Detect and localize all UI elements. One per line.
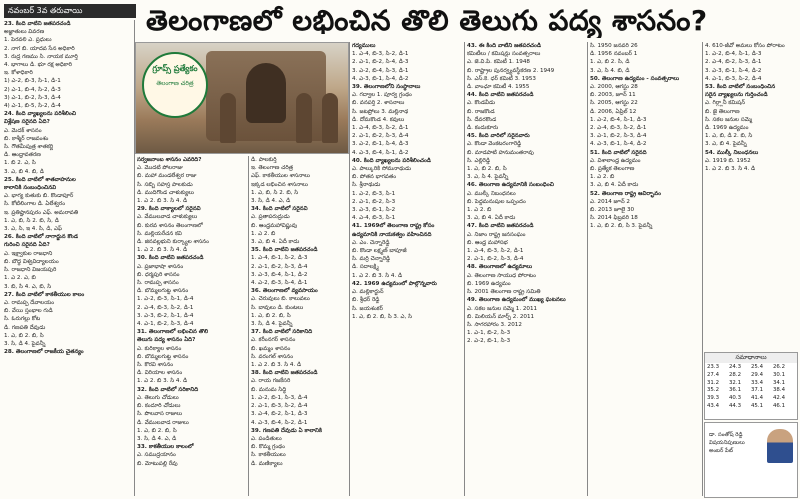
- question-option: సి. ఎల్లిరెడ్డి: [467, 157, 491, 164]
- question-option: 3. ఎ, బి 4. ఏదీ కాదు: [467, 215, 516, 222]
- question-option: 2. ఎ-4, బి-2, సి-3, డి-1: [705, 59, 762, 66]
- question-stem: 54. ముల్కీ నిబంధనలు: [705, 149, 759, 156]
- stamp-title: గ్రూప్స్ ప్రత్యేకం: [152, 64, 198, 73]
- answer-cell: 23.3: [707, 364, 720, 370]
- question-option: సి. గౌతమీపుత్ర శాతకర్ణి: [4, 144, 54, 151]
- question-option: 3. ఎ-3, బి-1, సి-2: [352, 207, 396, 214]
- photo-figure: [296, 93, 312, 143]
- question-option: బి. వేయి స్తంభాల గుడి: [4, 308, 53, 315]
- question-option: 3. ఎ, బి 4. ఏదీ కాదు: [590, 182, 639, 189]
- answer-cell: 32.1: [729, 379, 742, 386]
- question-option: 3. ఎ-2, బి-1, సి-4, డి-3: [352, 141, 409, 148]
- question-stem: కాలానికి సంబంధించినవి: [4, 185, 57, 192]
- question-option: ఎ. నిజాం రాష్ట్ర జనసంఘం: [467, 231, 526, 238]
- question-option: డి. 1956 నవంబర్ 1: [590, 51, 638, 58]
- question-option: సి. సాగరహారం 3. 2012: [467, 321, 522, 328]
- date-tab: నవంబర్ 3వ తరువాయి: [4, 4, 136, 18]
- question-option: సి. బావులు డి. కుంటలు: [251, 304, 304, 311]
- question-stem: విశ్లేషణ సరైనది ఏది?: [4, 119, 50, 126]
- question-stem: 44. కింది వాటిని జతపరచండి: [467, 92, 534, 99]
- question-option: 1. ఎ 2. బి 3. సి 4. డి: [705, 166, 756, 173]
- question-option: ఎ. కొండవీడు: [467, 100, 496, 107]
- question-option: సి. 2001 తెలంగాణ రాష్ట్ర సమితి: [467, 289, 541, 296]
- question-option: 3. ఎ, బి 4. బి, డి: [4, 168, 44, 175]
- question-option: బి. పెద్దమనుషుల ఒప్పందం: [467, 198, 526, 205]
- author-role-line: విషయనిపుణులు: [709, 440, 745, 446]
- question-option: బి. మాడపాటి హనుమంతరావు: [467, 149, 534, 156]
- question-option: 4) ఎ-1, బి-5, సి-2, డి-4: [4, 103, 61, 110]
- question-option: 2. ఎ-2, బి-1, సి-3: [467, 338, 511, 345]
- question-stem: సర్వజనాంబ శాసనం ఎవరిది?: [137, 157, 202, 163]
- question-option: డి. వాంఛూ కమిటీ 4. 1955: [467, 84, 530, 91]
- question-option: ఎ. జె.వి.పి. కమిటీ 1. 1948: [467, 59, 530, 66]
- question-stem: 28. తెలంగాణలో రాజకీయ చైతన్యం: [4, 349, 84, 356]
- question-option: ఎ. ప్రజాభాషా శాసనం: [137, 263, 184, 270]
- question-column-7: [705, 42, 797, 348]
- question-option: 1. ఎ 2. బి: [467, 207, 492, 214]
- answer-key-box: [704, 352, 798, 420]
- question-option: 2. ఎ-1, బి-2, సి-3: [352, 198, 396, 205]
- question-option: బి. ప్రత్యేక తెలంగాణ: [590, 166, 635, 173]
- answer-cell: 36.1: [729, 387, 742, 394]
- question-option: 4. ఎ-2, బి-3, సి-4, డి-1: [251, 280, 308, 287]
- question-option: 1. ఎ, బి 2. బి, సి 3. ఎ, సి: [352, 313, 413, 320]
- answer-cell: 26.2: [773, 364, 786, 370]
- question-option: సి. శ్రీనాథుడు: [352, 182, 381, 189]
- question-option: ఇ. తెలంగాణ చరిత్ర: [251, 165, 294, 172]
- question-option: 1. ఎ, బి, సి 2. బి, సి: [251, 189, 299, 196]
- question-option: డి. 1969 ఉద్యమం: [705, 125, 749, 132]
- question-option: ఇ. కోశాధికారి: [4, 70, 33, 77]
- question-option: ఎ. మెదక్ శాసనం: [4, 127, 42, 134]
- question-option: బి. వనపర్తి 2. శాసనాలు: [352, 100, 405, 107]
- question-option: 1. ఎ 2. ఎ, బి: [4, 275, 36, 282]
- question-option: 2. ఎ-4, బి-3, సి-2, డి-1: [590, 125, 647, 132]
- question-option: 1. ఎ-4, బి-1, సి-2, డి-3: [251, 255, 308, 262]
- answer-cell: 42.4: [773, 395, 786, 402]
- question-stem: 43. ఈ కింది వాటిని జతపరచండి: [467, 43, 542, 49]
- question-option: 3. ఎ, సి 4. పైవన్నీ: [467, 174, 509, 181]
- question-option: 1. ఎ 2. బి 3. సి 4. డి: [137, 247, 188, 254]
- question-option: 1. ఎ 2. బి: [590, 174, 615, 181]
- question-option: 3. సి, డి 4. ఎ, డి: [137, 435, 177, 442]
- question-option: ఎ. మల్లికార్జున్: [352, 289, 384, 296]
- question-option: 2. ఎ-1, బి-2, సి-3, డి-4: [251, 263, 308, 270]
- question-option: బి. పోతన భాగవతం: [352, 174, 397, 181]
- answer-key-title: సమాధానాలు: [705, 353, 797, 363]
- question-option: ఎ. రాయ గజకేసరి: [251, 378, 291, 385]
- question-option: బి. కందూరి చోడులు: [137, 403, 181, 410]
- question-option: బి. బొమ్మలగుట్ట శాసనం: [137, 353, 189, 360]
- question-option: బి. మనుమ సిద్ధి: [251, 386, 287, 393]
- column-divider: [587, 42, 588, 496]
- question-option: డి. కందుకూరు: [467, 125, 499, 132]
- question-option: 1. పెరవలి ఎ. ప్రధులు: [4, 37, 52, 44]
- answer-cell: 24.3: [729, 364, 742, 370]
- column-divider: [349, 42, 350, 496]
- question-option: బి. ఆంధ్ర మహాసభ: [467, 239, 508, 246]
- question-option: 4. ఎ-3, బి-4, సి-1, డి-2: [352, 149, 409, 156]
- question-stem: గద్యములు: [352, 43, 376, 49]
- question-option: సి. సకల జనుల సమ్మె: [705, 116, 752, 123]
- question-option: ఎ. కరీంనగర్ శాసనం: [251, 337, 296, 344]
- author-box: [704, 422, 798, 498]
- question-stem: తెలుగు పద్య శాసనం ఏది?: [137, 337, 196, 344]
- question-option: ఎ. మొదటి పోలరాజు: [137, 165, 183, 172]
- question-option: ఎ. తెలంగాణ సాయుధ పోరాటం: [467, 272, 536, 279]
- question-option: బి. ధర్మపురి శాసనం: [137, 271, 180, 278]
- question-option: 4. ఎ-3, బి-1, సి-4, డి-2: [352, 75, 409, 82]
- question-stem: 49. తెలంగాణ ఉద్యమంలో ముఖ్య ఘటనలు: [467, 297, 566, 304]
- question-stem: 34. కింది వాటిలో సరైనవి: [251, 206, 308, 213]
- question-option: ఎ. పండితులు: [251, 435, 282, 442]
- question-column-3: [251, 156, 347, 496]
- question-option: 1. ఎ, బి 2. బి, సి: [467, 166, 507, 173]
- question-option: 2) ఎ-1, బి-4, సి-2, డి-3: [4, 86, 61, 93]
- question-option: 3) ఎ-1, బి-2, సి-3, డి-4: [4, 94, 61, 101]
- answer-cell: 34.1: [773, 379, 786, 386]
- question-option: 1. ఎ 2. బి: [251, 230, 276, 237]
- question-option: 1. ఎ 2. బి 3. సి 4. డి: [137, 378, 188, 385]
- question-option: 1. ఎ-2, బి-3, సి-1, డి-4: [137, 296, 194, 303]
- question-option: సి. కోటిలింగాల డి. ఏలేశ్వరం: [4, 201, 66, 208]
- answer-cell: 27.4: [707, 371, 720, 378]
- question-option: 3. బి, సి 4. ఎ, బి, సి: [4, 283, 52, 290]
- question-option: 1. ఎ, బి 2. బి, సి: [4, 332, 44, 339]
- question-option: బి. మహా మండలేశ్వర రాజు: [137, 173, 197, 180]
- question-option: 4. ఎ-3, బి-1, సి-4, డి-2: [590, 141, 647, 148]
- answer-cell: 43.4: [707, 402, 720, 409]
- question-option: బి. జై తెలంగాణ: [705, 108, 740, 115]
- question-option: డి. దోమకొండ 4. కవులు: [352, 116, 405, 123]
- question-stem: 39. గణపతి దేవుడు ఏ కాలానికి: [251, 427, 322, 434]
- question-option: ఎ. చెరువులు బి. కాలువలు: [251, 296, 310, 303]
- question-option: 4. ఎ-3, బి-4, సి-2, డి-1: [251, 419, 308, 426]
- question-option: 1. ఎ 2. బి 3. సి 4. డి: [352, 272, 403, 279]
- question-option: సి. వరంగల్ శాసనం: [251, 353, 294, 360]
- question-stem: 40. కింది వ్యాఖ్యలను పరిశీలించండి: [352, 157, 431, 164]
- question-column-2: [137, 156, 247, 496]
- question-option: ఎ. తెలుగు చోడులు: [137, 394, 179, 401]
- question-option: సి. పొలవాస రాజులు: [137, 411, 183, 418]
- question-option: బి. కొండా లక్ష్మణ్ బాపూజీ: [352, 248, 407, 255]
- question-option: ఎ. భాగ్య కుతుకు బి. కొండాపూర్: [4, 193, 74, 200]
- question-option: 3. రుద్ర గణము సి. నాయక మూర్తి: [4, 53, 78, 60]
- answer-cell: 37.1: [751, 387, 764, 394]
- question-option: 3. ఎ-3, బి-4, సి-1, డి-2: [251, 271, 308, 278]
- question-option: డి. 2006, ఏప్రిల్ 12: [590, 108, 637, 115]
- question-stem: 23. కింది వాటిని జతపరచండి: [4, 21, 71, 27]
- question-option: సి. 1950 జనవరి 26: [590, 43, 638, 49]
- headline: తెలంగాణలో లభించిన తొలి తెలుగు పద్య శాసనం?: [146, 4, 708, 37]
- question-option: డి. విరియాల శాసనం: [137, 370, 183, 377]
- question-option: సి. కొరవి శాసనం: [137, 362, 174, 369]
- question-option: ఎ. వేములవాడ చాళుక్యులు: [137, 214, 198, 221]
- question-option: 3. సి, డి 4. పైవన్నీ: [4, 340, 46, 347]
- question-stem: 39. తెలంగాణలోని సంస్థానాలు: [352, 84, 421, 91]
- question-option: డి. సదాలక్ష్మి: [352, 264, 379, 271]
- question-option: 1. ఎ, బి 2. బి, సి: [137, 427, 177, 434]
- answer-cell: 30.1: [773, 371, 786, 378]
- question-option: బి. 1969 ఉద్యమం: [467, 280, 511, 287]
- question-option: డి. ముదిగొండ చాళుక్యులు: [137, 189, 194, 196]
- question-option: డి. గణపతి దేవుడు: [4, 324, 46, 331]
- answer-cell: 35.2: [707, 387, 720, 394]
- question-option: కమిటీలు / కమిషన్లు సంవత్సరాలు: [467, 51, 541, 58]
- question-option: 3. ఎ-2, బి-4, సి-3, డి-1: [352, 67, 409, 74]
- question-option: ఇక్కడ లభించిన శాసనాలు: [251, 181, 308, 188]
- question-stem: 36. తెలంగాణలో వ్యవసాయం: [251, 288, 318, 295]
- question-option: బి. బౌద్ధ విశ్వవిద్యాలయం: [4, 258, 59, 265]
- question-column-5: [467, 42, 585, 496]
- question-option: బి. కాశ్మీర్ రాజవంశం: [4, 135, 49, 142]
- question-option: ఎ. ఎం. చెన్నారెడ్డి: [352, 239, 390, 246]
- answer-cell: 29.4: [751, 371, 764, 378]
- question-option: 2. నాగ బి. యాదవ సేన అధికారి: [4, 45, 75, 52]
- question-option: బి. రాజకొండ: [467, 108, 495, 115]
- question-option: ఎ. కురిక్యాల శాసనం: [137, 345, 182, 352]
- question-option: డి. వేములవాడ రాజులు: [137, 419, 189, 426]
- question-option: 3. ఎ-4, బి-2, సి-1, డి-3: [251, 411, 308, 418]
- question-option: 2. ఎ-4, బి-3, సి-2, డి-1: [137, 304, 194, 311]
- question-stem: 30. కింది వాటిని జతపరచండి: [137, 255, 204, 262]
- question-option: బి. శ్రీధర్ రెడ్డి: [352, 297, 380, 304]
- answer-cell: 31.2: [707, 379, 720, 386]
- question-option: బి. రాష్ట్రాల పునర్వ్యవస్థీకరణ 2. 1949: [467, 67, 555, 74]
- question-option: 3. ఎ, సి 4. బి, డి: [590, 67, 630, 74]
- question-option: సి. ఎస్.కె. ధర్ కమిటీ 3. 1953: [467, 75, 536, 82]
- question-option: 2. ఎ-1, బి-2, సి-3, డి-4: [467, 256, 524, 263]
- question-option: సి. మర్రి చెన్నారెడ్డి: [352, 256, 391, 263]
- question-option: బి. 2013 జూలై 30: [590, 207, 635, 214]
- question-column-4: [352, 42, 462, 496]
- question-option: ఎ. సముద్రయానం: [137, 452, 176, 459]
- question-option: 1. ఎ-2, బి-4, సి-1, డి-3: [590, 116, 647, 123]
- question-stem: 27. కింది వాటిలో కాకతీయుల కాలం: [4, 291, 85, 298]
- question-option: 3. సి, డి 4. ఎ, డి: [251, 198, 291, 205]
- question-stem: 42. 1969 ఉద్యమంలో పాల్గొన్నవారు: [352, 280, 437, 287]
- question-option: ఎ. సకల జనుల సమ్మె 1. 2011: [467, 305, 538, 312]
- question-option: ఎ. ఇక్ష్వాకుల రాజధాని: [4, 250, 53, 257]
- question-option: 1. ఎ, బి, సి 2. బి, సి, డి: [4, 217, 59, 224]
- question-stem: 46. తెలంగాణ ఉద్యమానికి సంబంధించి: [467, 182, 554, 189]
- question-stem: ఉద్యమానికి నాయకత్వం వహించినది: [352, 231, 432, 238]
- question-option: 2. ఎ-1, బి-2, సి-3, డి-4: [352, 133, 409, 140]
- question-stem: 47. కింది వాటిని జతపరచండి: [467, 223, 534, 230]
- question-option: సి. మల్లియరేచన కవి: [137, 230, 182, 237]
- question-option: సి. దేవరకొండ: [467, 116, 497, 123]
- question-option: ఎ. ప్రతాపరుద్రుడు: [251, 214, 290, 221]
- question-option: ఎ. ముల్కీ నిబంధనలు: [467, 190, 516, 197]
- avatar: [767, 429, 793, 463]
- photo-deity: [246, 63, 286, 123]
- answer-cell: 40.3: [729, 395, 742, 402]
- author-name-line: డా. సంతోష్ రెడ్డి: [709, 432, 743, 438]
- question-option: 3. ఎ-1, బి-2, సి-3, డి-4: [590, 133, 647, 140]
- question-option: 1. ఎ 2. బి 3. సి 4. డి: [251, 362, 302, 369]
- question-stem: గురించి సరైనది ఏది?: [4, 242, 50, 249]
- answer-cell: 28.2: [729, 371, 742, 378]
- column-divider: [248, 156, 249, 496]
- question-option: 4. భాగాలు డి. భూ రక్ష అధికారి: [4, 62, 72, 69]
- question-option: డి. ఆంధ్రావతరణ: [4, 152, 41, 159]
- question-option: 1. ఎ-1, బి-2, సి-3: [467, 330, 511, 337]
- question-option: 3. ఎ-3, బి-1, సి-4, డి-2: [705, 67, 762, 74]
- question-option: 3. ఎ-3, బి-2, సి-1, డి-4: [137, 312, 194, 319]
- photo-figure: [322, 93, 338, 143]
- question-option: 3. ఎ, బి 4. పైవన్నీ: [705, 141, 747, 148]
- question-option: సి. ఓరుగల్లు కోట: [4, 316, 41, 323]
- question-option: సి. రామప్ప శాసనం: [137, 280, 179, 287]
- answer-cell: 38.4: [773, 387, 786, 394]
- question-option: 1) ఎ-2, బి-3, సి-1, డి-1: [4, 78, 61, 85]
- question-option: 1. బి 2. ఎ, సి: [4, 160, 36, 167]
- question-option: 3. సి, డి 4. పైవన్నీ: [251, 321, 293, 328]
- question-option: బి. 2003, జూన్ 11: [590, 92, 636, 99]
- question-option: సి. జయశంకర్: [352, 305, 383, 312]
- question-option: 1. ఎ-2, బి-4, సి-1, డి-3: [705, 51, 762, 58]
- question-option: ఎ. 2000, ఆగస్టు 28: [590, 84, 638, 91]
- question-stem: సరైన వ్యాఖ్యలను గుర్తించండి: [705, 92, 768, 99]
- question-option: 3. ఎ, బి 4. ఏదీ కాదు: [251, 239, 300, 246]
- question-stem: 25. కింది వాటిలో శాతవాహనుల: [4, 176, 76, 183]
- question-option: 1. ఎ-4, బి-3, సి-2, డి-1: [352, 51, 409, 58]
- question-option: ఎ. విశాలాంధ్ర ఉద్యమం: [590, 157, 641, 164]
- question-option: బి. కొమ్మ గ్రంథం: [251, 444, 285, 451]
- question-option: 4. ఎ-1, బి-2, సి-3, డి-4: [137, 321, 194, 328]
- question-stem: 41. 1969లో తెలంగాణ రాష్ట్ర కోసం: [352, 223, 435, 230]
- question-option: ఇ. ప్రతిష్టానపురం ఎఫ్. అమరావతి: [4, 209, 79, 216]
- question-column-6: [590, 42, 700, 496]
- question-option: ఎ. రామప్ప దేవాలయం: [4, 299, 55, 306]
- question-stem: 53. కింది వాటిలో సంబంధించిన: [705, 84, 776, 91]
- question-option: డి. బొమ్మలగుట్ట శాసనం: [137, 288, 189, 295]
- answer-key-grid: [705, 363, 797, 412]
- question-stem: 50. తెలంగాణ ఉద్యమం - సంవత్సరాలు: [590, 75, 680, 82]
- question-option: 1. ఎ-2, బి-3, సి-1: [352, 190, 396, 197]
- question-stem: 33. కాకతీయుల కాలంలో: [137, 444, 194, 451]
- question-stem: 45. కింది వారిలో సరైనవారు: [467, 133, 530, 140]
- photo-figure: [220, 93, 236, 143]
- question-option: బి. ఖమ్మం శాసనం: [251, 345, 291, 352]
- question-option: ఎ. 1919 బి. 1952: [705, 157, 751, 164]
- question-option: 1. ఎ-4, బి-3, సి-2, డి-1: [467, 248, 524, 255]
- question-column-1: [4, 20, 132, 496]
- question-option: సి. సబ్బి సహస్ర పాలకుడు: [137, 181, 193, 188]
- question-option: అజ్ఞాతులు వివరణ: [4, 29, 45, 36]
- question-stem: 38. కింది వాటిని జతపరచండి: [251, 370, 318, 377]
- series-stamp: [142, 52, 208, 118]
- question-option: 4. ఎ-4, బి-3, సి-1: [352, 215, 396, 222]
- question-option: ఎ. కొండా వెంకటరంగారెడ్డి: [467, 141, 522, 148]
- question-option: సి. 2014 ఫిబ్రవరి 18: [590, 215, 638, 222]
- answer-cell: 39.3: [707, 395, 720, 402]
- question-option: బి. ఆంధ్రమహావిష్ణువు: [251, 222, 298, 229]
- question-option: 1. ఎ, బి, డి 2. బి, సి: [705, 133, 753, 140]
- answer-cell: 41.4: [751, 395, 764, 402]
- question-stem: 26. కింది వాటిలో నాగార్జున కొండ: [4, 234, 78, 241]
- column-divider: [702, 42, 703, 496]
- question-option: బి. మిలియన్ మార్చ్ 2. 2011: [467, 313, 535, 320]
- answer-cell: 45.1: [751, 402, 764, 409]
- question-option: ఎ. 2014 జూన్ 2: [590, 198, 630, 205]
- answer-cell: 46.1: [773, 402, 786, 409]
- question-option: 1. ఎ 2. బి 3. సి 4. డి: [137, 198, 188, 205]
- stamp-subtitle: తెలంగాణ చరిత్ర: [156, 80, 194, 87]
- question-stem: 37. కింది వాటిలో సరికానిది: [251, 329, 313, 336]
- question-option: 4. 610-జీవో అమలు కోసం పోరాటం: [705, 43, 785, 49]
- question-option: సి. జటప్రోలు 3. మల్లినాథ: [352, 108, 409, 115]
- question-option: 2. ఎ-1, బి-3, సి-2, డి-4: [251, 403, 308, 410]
- question-stem: 51. కింది వాటిలో సరైనది: [590, 149, 647, 156]
- question-option: ఎ. గద్వాల 1. పూర్వ గ్రంథం: [352, 92, 412, 99]
- question-option: ఎ. పాల్కురికి సోమనాథుడు: [352, 166, 412, 173]
- question-stem: 29. కింది వాక్యాలలో సరైనవి: [137, 206, 201, 213]
- question-option: 1. ఎ-2, బి-1, సి-3, డి-4: [251, 394, 308, 401]
- question-stem: 31. తెలంగాణలో లభించిన తొలి: [137, 329, 209, 336]
- column-divider: [464, 42, 465, 496]
- question-stem: 24. కింది వ్యాఖ్యలను పరిశీలించి: [4, 111, 76, 118]
- question-option: 1. ఎ, బి 2. బి, సి: [251, 312, 291, 319]
- answer-cell: 25.4: [751, 364, 764, 370]
- question-option: బి. కురవ శాసనం తెలంగాణలో: [137, 222, 203, 229]
- question-option: సి. రాజధాని విజయపురి: [4, 267, 57, 274]
- question-stem: 52. తెలంగాణ రాష్ట్ర ఆవిర్భావం: [590, 190, 661, 197]
- question-option: 2. ఎ-1, బి-2, సి-4, డి-3: [352, 59, 409, 66]
- question-option: 4. ఎ-1, బి-3, సి-2, డి-4: [705, 75, 762, 82]
- answer-cell: 44.3: [729, 402, 742, 409]
- question-option: బి. మోటుపల్లి రేవు: [137, 460, 178, 467]
- question-option: 1. ఎ-4, బి-3, సి-2, డి-1: [352, 125, 409, 132]
- question-option: 3. ఎ, సి, ఇ 4. సి, డి, ఎఫ్: [4, 226, 63, 233]
- question-option: సి. కాకతీయులు: [251, 452, 286, 459]
- question-stem: 35. కింది వాటిని జతపరచండి: [251, 247, 318, 254]
- question-option: సి. 2005, ఆగస్టు 22: [590, 100, 638, 107]
- question-option: డి. పాలకుర్తి: [251, 157, 277, 163]
- answer-cell: 33.4: [751, 379, 764, 386]
- question-option: డి. జినవల్లభుని కుర్క్యాల శాసనం: [137, 239, 209, 246]
- question-option: ఎఫ్. కాకతీయుల శాసనాలు: [251, 173, 310, 180]
- question-option: 1. ఎ, బి 2. సి, డి: [590, 59, 630, 66]
- question-option: 1. ఎ, బి 2. బి, సి 3. పైవన్నీ: [590, 223, 653, 230]
- question-stem: 48. తెలంగాణలో ఉద్యమాలు: [467, 264, 533, 271]
- author-name: [709, 431, 767, 455]
- question-option: ఎ. గిర్గ్లానీ కమిషన్: [705, 100, 746, 107]
- question-option: డి. మణిక్యాలు: [251, 460, 283, 467]
- author-place-line: అంబర్ పేట్: [709, 448, 733, 454]
- question-stem: 32. కింది వాటిలో సరికానిది: [137, 386, 199, 393]
